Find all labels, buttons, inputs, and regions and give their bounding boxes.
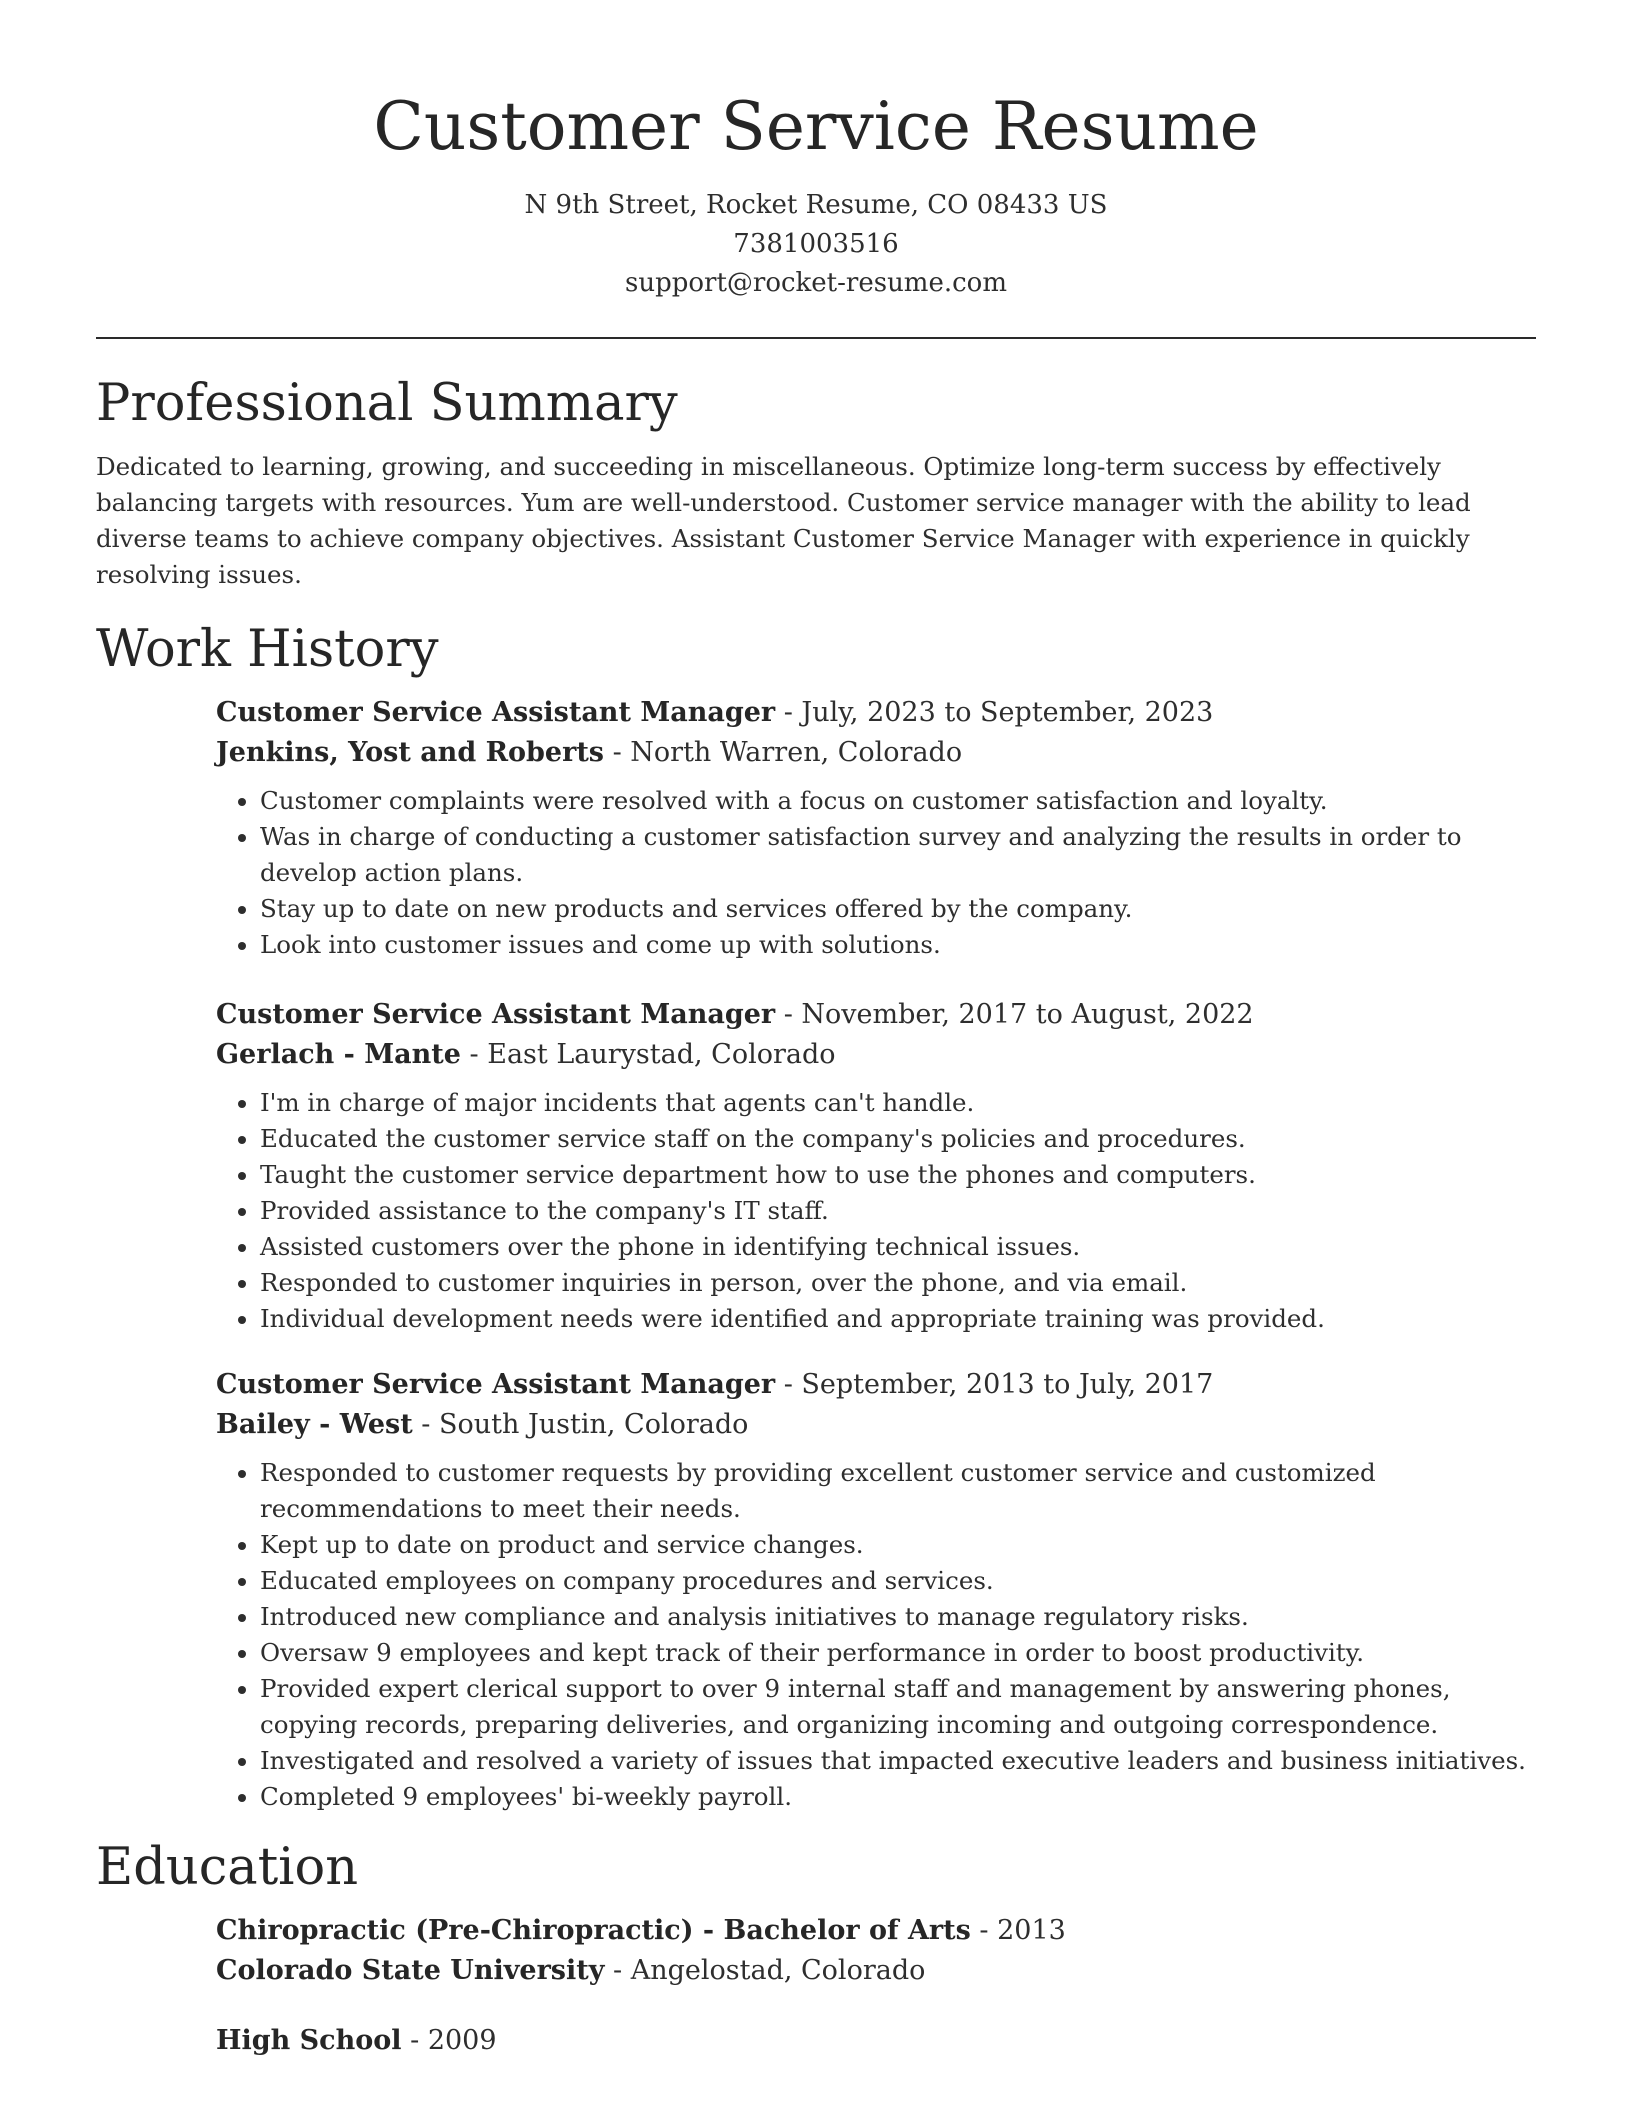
contact-block — [96, 186, 1536, 303]
education-school-line — [216, 1951, 1526, 1991]
education-degree: Chiropractic (Pre-Chiropractic) - Bachelor of Arts — [216, 1915, 971, 1946]
education-degree-line — [216, 1911, 1526, 1951]
job-location: - South Justin, Colorado — [412, 1409, 749, 1440]
job-company-line — [216, 733, 1526, 773]
education-section — [96, 1833, 1536, 2061]
education-year: - 2013 — [970, 1915, 1066, 1946]
job-entry — [216, 1365, 1526, 1815]
resume-header — [96, 0, 1536, 303]
job-dates: - July, 2023 to September, 2023 — [775, 697, 1214, 728]
job-title: Customer Service Assistant Manager — [216, 697, 776, 728]
list-item: • Was in charge of conducting a customer satisfaction survey and analyzing the results in order to develop action plans. — [260, 819, 1526, 891]
list-item: • Provided assistance to the company's IT staff. — [260, 1193, 1526, 1229]
header-divider — [96, 337, 1536, 339]
job-location: - East Laurystad, Colorado — [460, 1039, 836, 1070]
job-entry — [216, 693, 1526, 963]
education-entry — [216, 1911, 1526, 1991]
resume-title: Customer Service Resume — [373, 88, 1259, 165]
job-company-line — [216, 1035, 1526, 1075]
education-entry — [216, 2021, 1526, 2061]
work-history-heading: Work History — [96, 620, 439, 679]
list-item: • Provided expert clerical support to over 9 internal staff and management by answering phones, copying records, preparing deliveries, and organizing incoming and outgoing correspondence. — [260, 1671, 1526, 1743]
job-company: Bailey - West — [216, 1409, 413, 1440]
job-title: Customer Service Assistant Manager — [216, 999, 776, 1030]
job-location: - North Warren, Colorado — [604, 737, 963, 768]
job-entry — [216, 995, 1526, 1337]
job-bullets — [216, 783, 1526, 963]
education-degree-line — [216, 2021, 1526, 2061]
resume-page — [96, 0, 1536, 2061]
summary-section — [96, 369, 1536, 593]
list-item: • Educated the customer service staff on the company's policies and procedures. — [260, 1121, 1526, 1157]
job-bullets — [216, 1455, 1526, 1815]
list-item: • Educated employees on company procedures and services. — [260, 1563, 1526, 1599]
list-item: • Look into customer issues and come up with solutions. — [260, 927, 1526, 963]
list-item: • Investigated and resolved a variety of issues that impacted executive leaders and business initiatives. — [260, 1743, 1526, 1779]
education-degree: High School — [216, 2025, 402, 2056]
list-item: • I'm in charge of major incidents that agents can't handle. — [260, 1085, 1526, 1121]
work-history-section — [96, 615, 1536, 1815]
list-item: • Assisted customers over the phone in identifying technical issues. — [260, 1229, 1526, 1265]
education-heading: Education — [96, 1838, 359, 1897]
contact-address: N 9th Street, Rocket Resume, CO 08433 US — [524, 190, 1108, 220]
list-item: • Individual development needs were identified and appropriate training was provided. — [260, 1301, 1526, 1337]
job-title-line — [216, 995, 1526, 1035]
list-item: • Customer complaints were resolved with a focus on customer satisfaction and loyalty. — [260, 783, 1526, 819]
list-item: • Introduced new compliance and analysis initiatives to manage regulatory risks. — [260, 1599, 1526, 1635]
job-title-line — [216, 1365, 1526, 1405]
education-location: - Angelostad, Colorado — [604, 1955, 926, 1986]
contact-phone: 7381003516 — [733, 229, 899, 259]
job-dates: - November, 2017 to August, 2022 — [775, 999, 1254, 1030]
job-company: Jenkins, Yost and Roberts — [216, 737, 604, 768]
summary-text: Dedicated to learning, growing, and succeeding in miscellaneous. Optimize long-term success by effectively balancing targets with resources. Yum are well-understood. Customer service manager with the ability to lead diverse teams to achieve company objectives. Assistant Customer Service Manager with experience in quickly resolving issues. — [96, 452, 1471, 589]
job-company: Gerlach - Mante — [216, 1039, 461, 1070]
list-item: • Completed 9 employees' bi-weekly payroll. — [260, 1779, 1526, 1815]
job-title: Customer Service Assistant Manager — [216, 1369, 776, 1400]
education-year: - 2009 — [401, 2025, 497, 2056]
list-item: • Responded to customer inquiries in person, over the phone, and via email. — [260, 1265, 1526, 1301]
list-item: • Taught the customer service department how to use the phones and computers. — [260, 1157, 1526, 1193]
education-school: Colorado State University — [216, 1955, 605, 1986]
contact-email: support@rocket-resume.com — [624, 268, 1007, 298]
job-bullets — [216, 1085, 1526, 1337]
list-item: • Stay up to date on new products and services offered by the company. — [260, 891, 1526, 927]
list-item: • Responded to customer requests by providing excellent customer service and customized recommendations to meet their needs. — [260, 1455, 1526, 1527]
list-item: • Kept up to date on product and service changes. — [260, 1527, 1526, 1563]
summary-heading: Professional Summary — [96, 374, 678, 433]
job-title-line — [216, 693, 1526, 733]
job-company-line — [216, 1405, 1526, 1445]
job-dates: - September, 2013 to July, 2017 — [775, 1369, 1214, 1400]
list-item: • Oversaw 9 employees and kept track of their performance in order to boost productivity. — [260, 1635, 1526, 1671]
